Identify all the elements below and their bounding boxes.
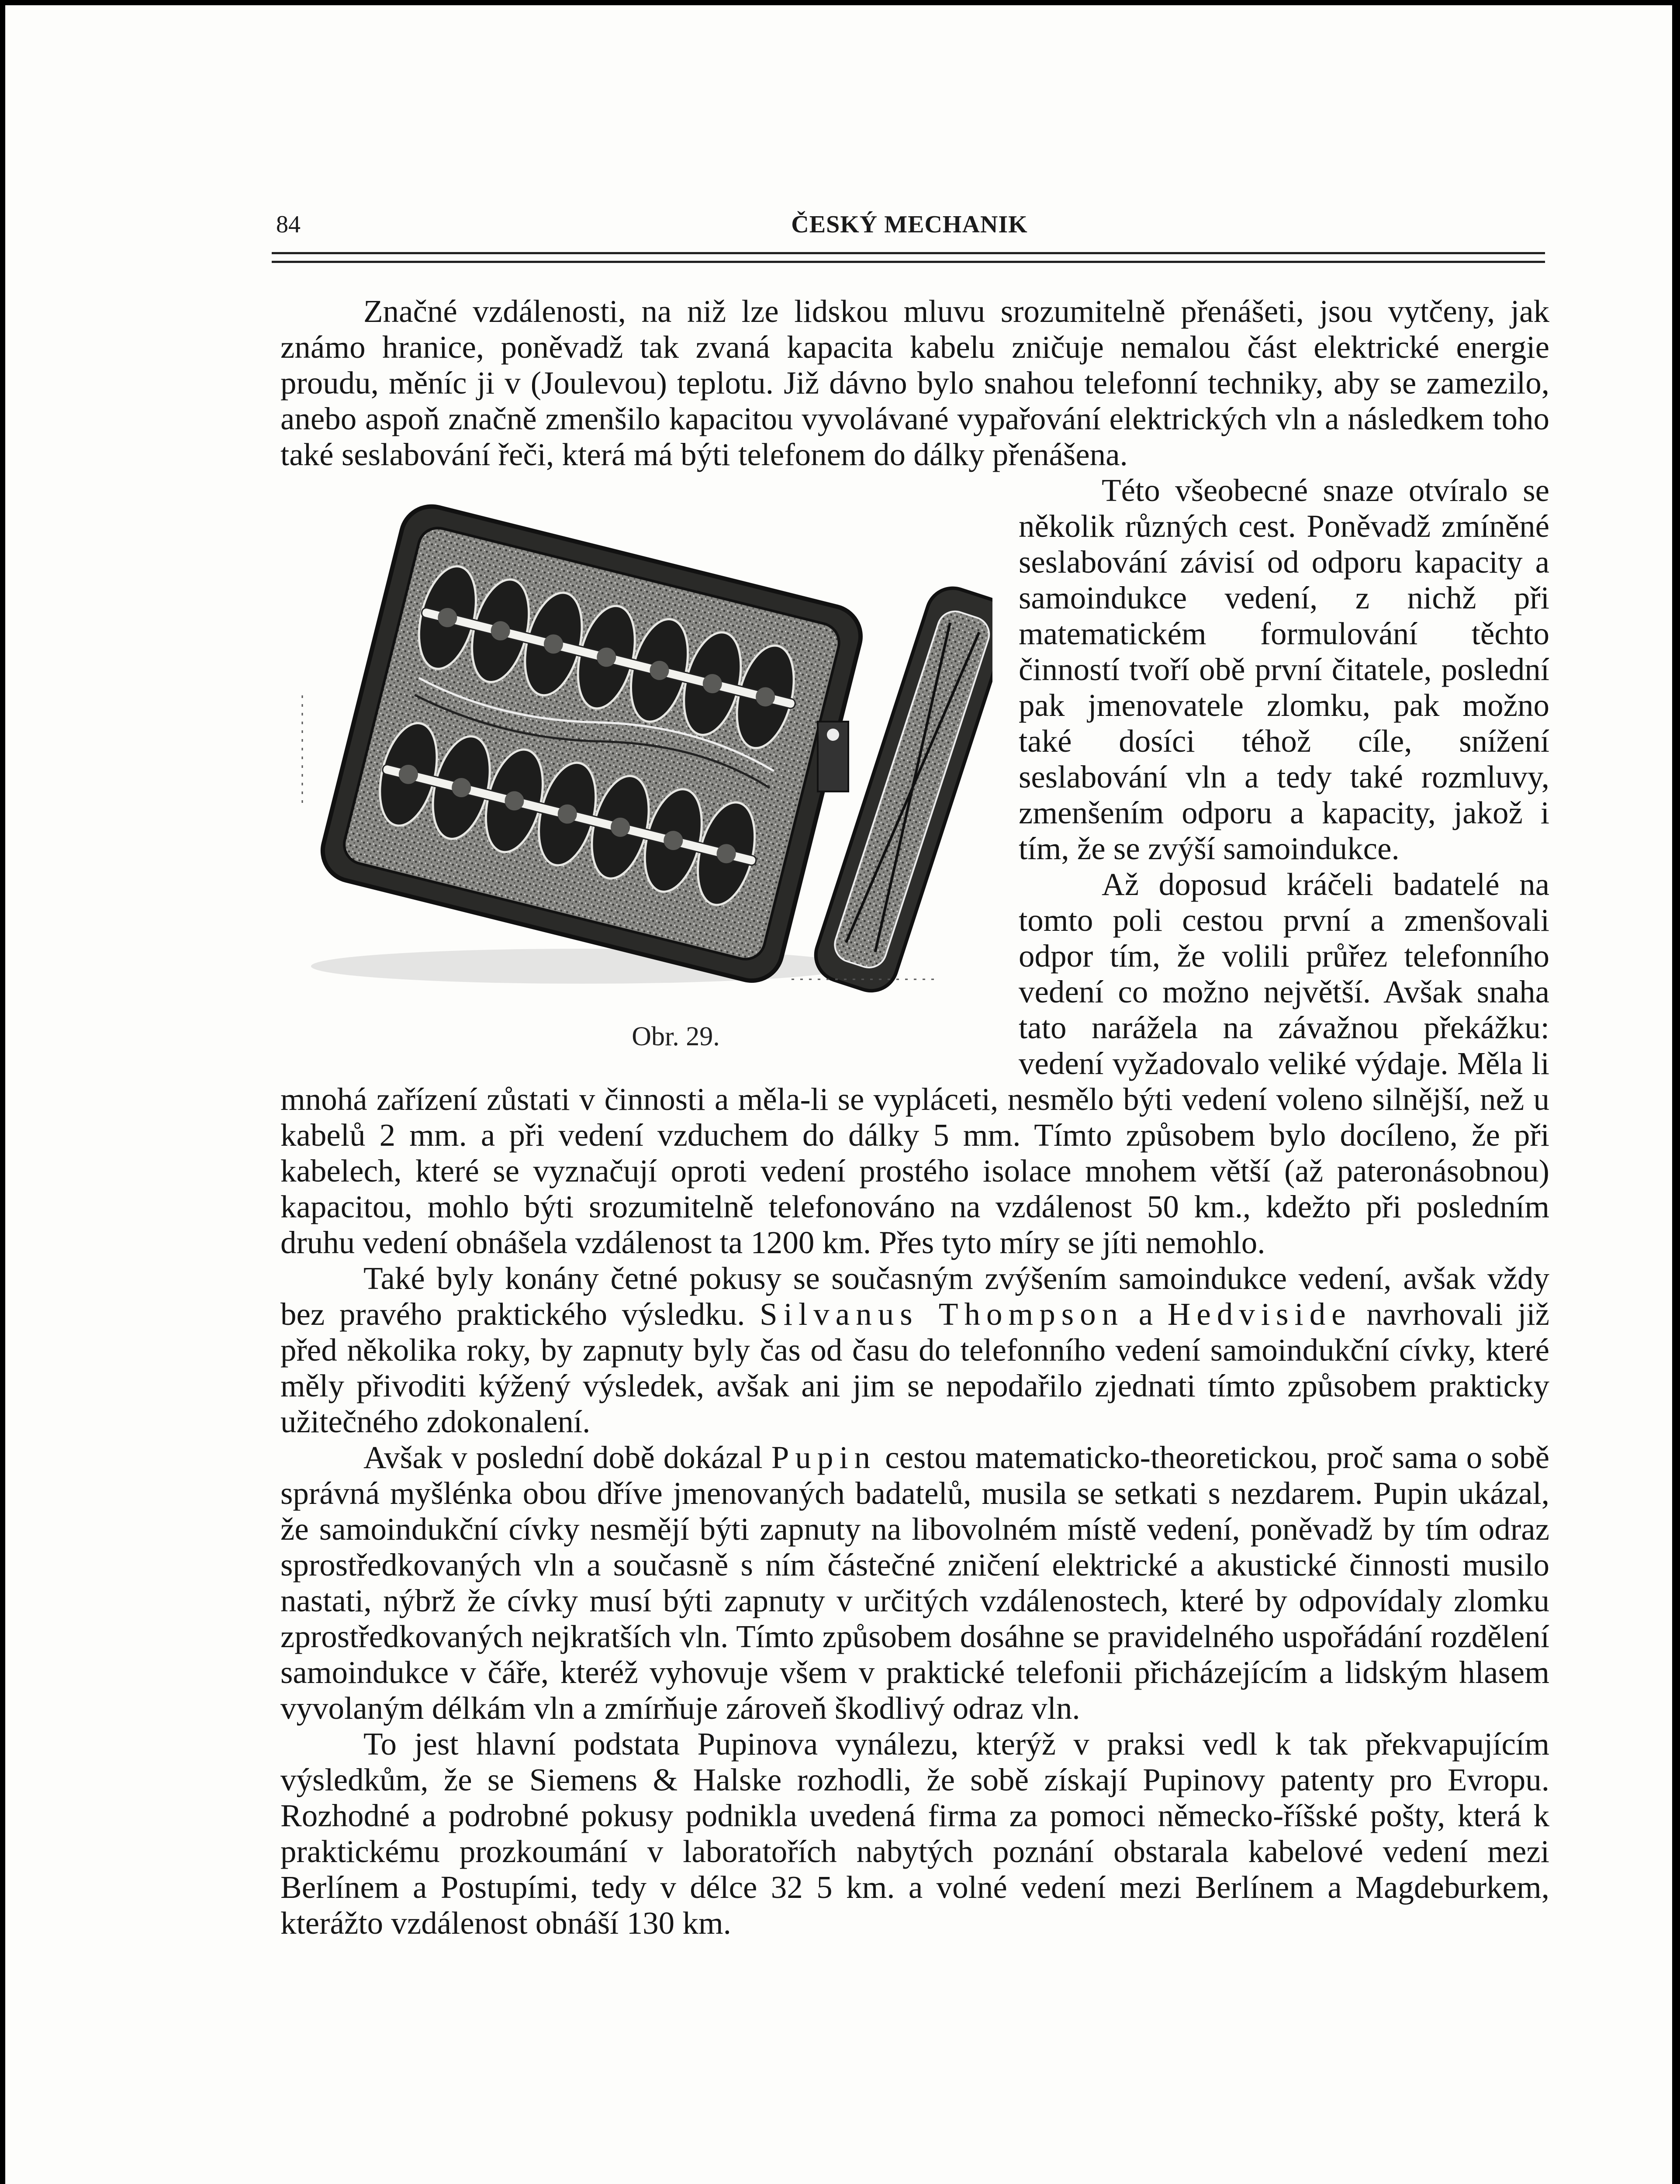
page-number: 84 <box>276 211 301 238</box>
paragraph-6: To jest hlavní podstata Pupinova vynálezu, kterýž v praksi vedl k tak překvapujícím výsledkům, že se Siemens & Halske rozhodli, že sobě získají Pupinovy patenty pro Evropu. Rozhodné a podrobné pokusy podnikla uvedená firma za pomoci německo-říšské pošty, která k praktickému prozkoumání v laboratořích nabytých poznání obstarala kabelové vedení mezi Berlínem a Postupími, tedy v délce 32 5 km. a volné vedení mezi Berlínem a Magdeburkem, kterážto vzdálenost obnáší 130 km. <box>280 1726 1549 1941</box>
paragraph-5-text-a: Avšak v poslední době dokázal <box>363 1440 771 1475</box>
paragraph-4-text-b: a <box>1124 1296 1168 1332</box>
paragraph-4 <box>280 1261 1549 1440</box>
paragraph-5-text-b: cestou matematicko-theoretickou, proč sama o sobě správná myšlénka obou dříve jmenovaných badatelů, musila se setkati s nezdarem. Pupin ukázal, že samoindukční cívky nesmějí býti zapnuty na libovolném místě vedení, poněvadž by tím odraz sprostředkovaných vln a současně s ním částečné zničení elektrické a akustické činnosti musilo nastati, nýbrž že cívky musí býti zapnuty v určitých vzdálenostech, které by odpovídaly zlomku zprostředkovaných nejkratších vln. Tímto způsobem dosáhne se pravidelného uspořádání rozdělení samoindukce v čáře, kteréž vyhovuje všem v praktické telefonii přicházejícím a lidským hlasem vyvolaným délkám vln a zmírňuje zároveň škodlivý odraz vln. <box>280 1440 1549 1726</box>
page <box>5 5 1672 2184</box>
figure-caption: Obr. 29. <box>632 1022 720 1051</box>
paragraph-4-text-c: navrhovali již před několika roky, by zapnuty byly čas od času do telefonního vedení samoindukční cívky, které měly přivoditi kýžený výsledek, avšak ani jim se nepodařilo zjednati tímto způsobem prakticky užitečného zdokonalení. <box>280 1296 1550 1439</box>
paragraph-3: Až doposud kráčeli badatelé na tomto poli cestou první a zmenšovali odpor tím, že volili průřez telefonního vedení co možno největší. Avšak snaha tato narážela na závažnou překážku: vedení vyžadovalo veliké výdaje. Měla li mnohá zařízení zůstati v činnosti a měla-li se vypláceti, nesmělo býti vedení voleno silnější, než u kabelů 2 mm. a při vedení vzduchem do dálky 5 mm. Tímto způsobem bylo docíleno, že při kabelech, které se vyznačují oproti vedení prostého isolace mnohem větší (až pateronásobnou) kapacitou, mohlo býti srozumitelně telefonováno na vzdálenost 50 km., kdežto při posledním druhu vedení obnášela vzdálenost ta 1200 km. Přes tyto míry se jíti nemohlo. <box>280 867 1549 1260</box>
paragraph-1: Značné vzdálenosti, na niž lze lidskou mluvu srozumitelně přenášeti, jsou vytčeny, jak známo hranice, poněvadž tak zvaná kapacita kabelu zničuje nemalou část elektrické energie proudu, měníc ji v (Joulevou) teplotu. Již dávno bylo snahou telefonní techniky, aby se zamezilo, anebo aspoň značně zmenšilo kapacitou vyvolávané vypařování elektrických vln a následkem toho také seslabování řeči, která má býti telefonem do dálky přenášena. <box>280 294 1549 472</box>
name-hedviside: Hedviside <box>1167 1296 1352 1332</box>
loading-coil-case-illustration <box>276 477 992 1014</box>
paragraph-4-text-a: Také byly konány četné pokusy se současným zvýšením samoindukce vedení, avšak vždy bez pravého praktického výsledku. <box>280 1261 1549 1332</box>
running-header <box>276 211 1543 245</box>
figure-29 <box>276 477 992 1058</box>
paragraph-2-text: Této všeobecné snaze otvíralo se několik různých cest. Poněvadž zmíněné seslabování závisí od odporu kapacity a samoindukce vedení, z nichž při matematickém formulování těchto činností tvoří obě první čitatele, poslední pak jmenovatele zlomku, pak možno také dosíci téhož cíle, snížení seslabování vln a tedy také rozmluvy, zmenšením odporu a kapacity, jakož i tím, že se zvýší samoindukce. <box>1019 473 1549 866</box>
journal-title: ČESKÝ MECHANIK <box>791 211 1028 238</box>
name-pupin: Pupin <box>771 1440 877 1475</box>
paragraph-5 <box>280 1440 1549 1726</box>
paragraph-2 <box>280 473 1549 1051</box>
article-body <box>280 294 1549 1941</box>
header-rule-bottom <box>272 261 1545 263</box>
header-rule-top <box>272 252 1545 254</box>
name-silvanus-thompson: Silvanus Thompson <box>760 1296 1124 1332</box>
